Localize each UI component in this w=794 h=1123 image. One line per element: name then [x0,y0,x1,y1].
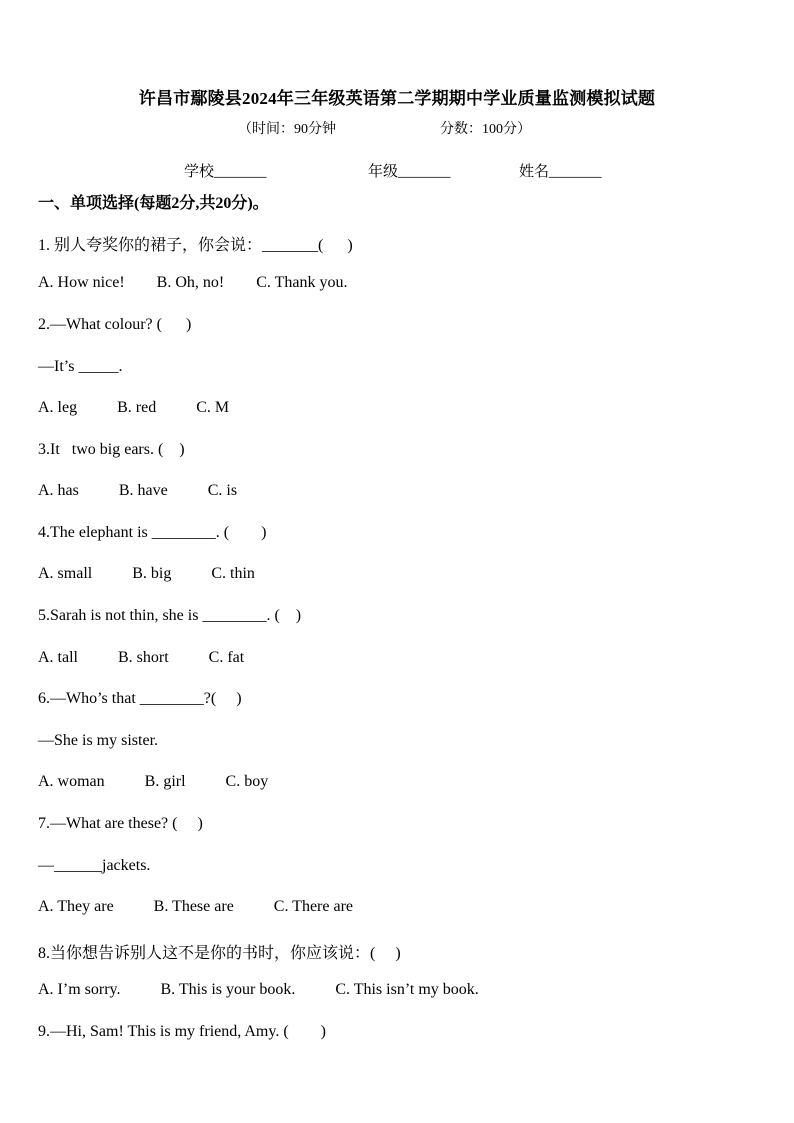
question-line: A. I’m sorry. B. This is your book. C. This isn’t my book. [38,981,479,998]
question-line: 2.—What colour? ( ) [38,316,192,333]
question-line: —She is my sister. [38,732,159,749]
question-line: 1. 别人夸奖你的裙子，你会说：_______( ) [38,237,353,254]
school-field: 学校_______ [184,164,267,180]
grade-field: 年级_______ [368,164,451,180]
exam-title: 许昌市鄢陵县2024年三年级英语第二学期期中学业质量监测模拟试题 [138,89,656,108]
question-line: 9.—Hi, Sam! This is my friend, Amy. ( ) [38,1023,326,1040]
question-line: A. How nice! B. Oh, no! C. Thank you. [38,274,348,291]
question-line: A. has B. have C. is [38,482,238,499]
name-field: 姓名_______ [519,164,602,180]
question-line: —______jackets. [38,857,151,874]
question-line: A. tall B. short C. fat [38,649,245,666]
section-heading: 一、单项选择(每题2分,共20分)。 [38,195,269,212]
question-line: 4.The elephant is ________. ( ) [38,524,267,541]
question-line: A. They are B. These are C. There are [38,898,354,915]
question-line: 5.Sarah is not thin, she is ________. ( ) [38,607,302,624]
question-line: —It’s _____. [38,358,123,375]
question-line: 3.It two big ears. ( ) [38,441,185,458]
question-line: 7.—What are these? ( ) [38,815,203,832]
question-line: A. woman B. girl C. boy [38,773,269,790]
exam-time: （时间：90分钟 [238,122,336,137]
exam-score: 分数：100分） [440,122,531,137]
question-line: A. leg B. red C. M [38,399,230,416]
exam-meta [238,118,531,138]
question-line: 8.当你想告诉别人这不是你的书时，你应该说：( ) [38,945,401,962]
question-line: 6.—Who’s that ________?( ) [38,690,242,707]
question-line: A. small B. big C. thin [38,565,255,582]
